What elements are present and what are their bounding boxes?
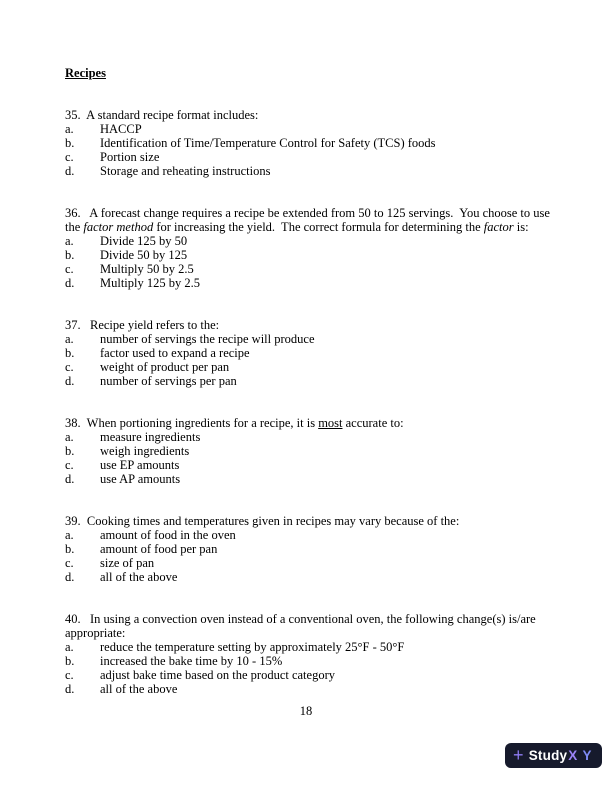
answer-option <box>65 570 574 584</box>
question-number: 40. <box>65 612 81 626</box>
answer-option <box>65 248 574 262</box>
option-letter: d. <box>65 682 75 696</box>
option-text: number of servings per pan <box>100 374 237 388</box>
stem-text: Recipe yield refers to the: <box>80 318 220 332</box>
stem-text: appropriate: <box>65 626 126 640</box>
answer-option <box>65 640 574 654</box>
answer-option <box>65 668 574 682</box>
stem-text: accurate to: <box>342 416 404 430</box>
option-letter: b. <box>65 136 75 150</box>
answer-option <box>65 472 574 486</box>
stem-line <box>65 416 574 430</box>
option-letter: c. <box>65 360 74 374</box>
option-text: Identification of Time/Temperature Control for Safety (TCS) foods <box>100 136 436 150</box>
question-stem <box>65 108 574 122</box>
option-text: weight of product per pan <box>100 360 230 374</box>
question-stem <box>65 416 574 430</box>
stem-text: Cooking times and temperatures given in recipes may vary because of the: <box>80 514 460 528</box>
option-text: adjust bake time based on the product category <box>100 668 335 682</box>
answer-option <box>65 136 574 150</box>
option-letter: b. <box>65 346 75 360</box>
brand-name-main: Study <box>528 747 568 763</box>
option-letter: c. <box>65 556 74 570</box>
stem-text: the <box>65 220 84 234</box>
option-letter: d. <box>65 570 75 584</box>
stem-line <box>65 220 574 234</box>
stem-text: A standard recipe format includes: <box>80 108 259 122</box>
section-title: Recipes <box>65 66 106 80</box>
option-text: Divide 50 by 125 <box>100 248 188 262</box>
option-letter: a. <box>65 332 74 346</box>
stem-text: When portioning ingredients for a recipe, it is <box>80 416 319 430</box>
option-text: increased the bake time by 10 - 15% <box>100 654 283 668</box>
plus-icon: + <box>513 744 524 765</box>
stem-text: most <box>318 416 343 430</box>
question-block <box>65 514 574 584</box>
option-text: use EP amounts <box>100 458 180 472</box>
option-letter: d. <box>65 374 75 388</box>
stem-line <box>65 612 574 626</box>
question-block <box>65 108 574 178</box>
option-text: Multiply 125 by 2.5 <box>100 276 201 290</box>
option-text: all of the above <box>100 570 178 584</box>
question-block <box>65 612 574 696</box>
question-number: 38. <box>65 416 81 430</box>
option-text: Storage and reheating instructions <box>100 164 271 178</box>
option-text: amount of food per pan <box>100 542 218 556</box>
option-letter: b. <box>65 444 75 458</box>
question-stem <box>65 514 574 528</box>
option-letter: a. <box>65 640 74 654</box>
answer-option <box>65 374 574 388</box>
option-text: all of the above <box>100 682 178 696</box>
answer-option <box>65 360 574 374</box>
question-number: 39. <box>65 514 81 528</box>
option-letter: a. <box>65 430 74 444</box>
option-letter: c. <box>65 668 74 682</box>
answer-option <box>65 346 574 360</box>
question-block <box>65 318 574 388</box>
option-letter: a. <box>65 528 74 542</box>
option-letter: a. <box>65 122 74 136</box>
option-text: use AP amounts <box>100 472 181 486</box>
option-text: number of servings the recipe will produce <box>100 332 315 346</box>
page-number: 18 <box>299 704 313 718</box>
answer-option <box>65 150 574 164</box>
question-stem <box>65 612 574 640</box>
brand-accent-y: Y <box>582 747 592 763</box>
answer-option <box>65 276 574 290</box>
answer-option <box>65 654 574 668</box>
option-letter: d. <box>65 276 75 290</box>
option-text: measure ingredients <box>100 430 201 444</box>
question-stem <box>65 206 574 234</box>
option-letter: b. <box>65 654 75 668</box>
stem-line <box>65 206 574 220</box>
option-letter: a. <box>65 234 74 248</box>
question-number: 37. <box>65 318 81 332</box>
option-letter: b. <box>65 542 75 556</box>
option-text: Multiply 50 by 2.5 <box>100 262 194 276</box>
option-text: Divide 125 by 50 <box>100 234 188 248</box>
option-text: Portion size <box>100 150 160 164</box>
answer-option <box>65 528 574 542</box>
answer-option <box>65 262 574 276</box>
option-letter: c. <box>65 458 74 472</box>
stem-text: is: <box>513 220 529 234</box>
stem-line <box>65 318 574 332</box>
answer-option <box>65 430 574 444</box>
question-stem <box>65 318 574 332</box>
brand-accent-x: X <box>568 747 578 763</box>
answer-option <box>65 164 574 178</box>
option-text: factor used to expand a recipe <box>100 346 250 360</box>
stem-text: factor <box>483 220 514 234</box>
page-content <box>65 66 574 696</box>
answer-option <box>65 234 574 248</box>
question-block <box>65 206 574 290</box>
option-letter: c. <box>65 262 74 276</box>
option-text: reduce the temperature setting by approximately 25°F - 50°F <box>100 640 405 654</box>
stem-text: factor method <box>83 220 154 234</box>
option-text: HACCP <box>100 122 142 136</box>
question-number: 36. <box>65 206 81 220</box>
answer-option <box>65 682 574 696</box>
studyxy-logo <box>505 743 602 768</box>
answer-option <box>65 542 574 556</box>
answer-option <box>65 122 574 136</box>
stem-text: A forecast change requires a recipe be extended from 50 to 125 servings. You choose to use <box>80 206 550 220</box>
answer-option <box>65 556 574 570</box>
stem-line <box>65 108 574 122</box>
question-number: 35. <box>65 108 81 122</box>
option-letter: b. <box>65 248 75 262</box>
answer-option <box>65 444 574 458</box>
stem-text: for increasing the yield. The correct formula for determining the <box>153 220 484 234</box>
option-text: size of pan <box>100 556 155 570</box>
questions-list <box>65 108 574 696</box>
option-letter: c. <box>65 150 74 164</box>
stem-text: In using a convection oven instead of a conventional oven, the following change(s) is/are <box>80 612 536 626</box>
stem-line <box>65 514 574 528</box>
stem-line <box>65 626 574 640</box>
option-text: amount of food in the oven <box>100 528 236 542</box>
option-letter: d. <box>65 164 75 178</box>
question-block <box>65 416 574 486</box>
answer-option <box>65 332 574 346</box>
option-letter: d. <box>65 472 75 486</box>
answer-option <box>65 458 574 472</box>
option-text: weigh ingredients <box>100 444 190 458</box>
